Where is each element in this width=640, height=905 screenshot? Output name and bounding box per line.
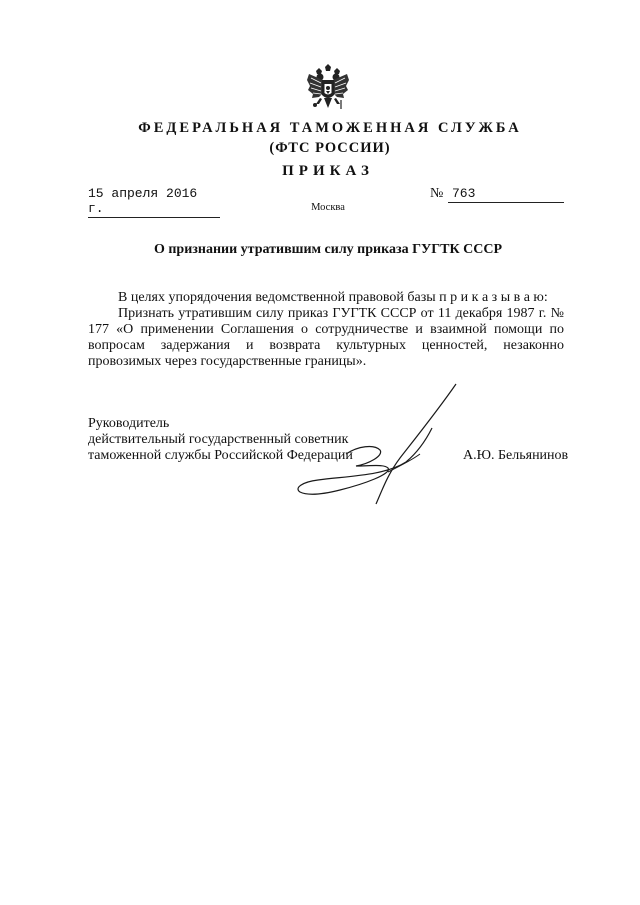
order-number-label: №: [430, 186, 444, 201]
signer-position-line1: Руководитель: [88, 416, 170, 431]
agency-abbreviation: (ФТС РОССИИ): [269, 140, 391, 156]
handwritten-signature: [288, 380, 468, 510]
order-paragraph: Признать утратившим силу приказ ГУГТК СССР от 11 декабря 1987 г. № 177 «О применении Соглашения о сотрудничестве и взаимной помощи по вопросам задержания и возврата культурных ценностей, незаконно провозимых через государственные границы».: [88, 306, 564, 369]
document-type: ПРИКАЗ: [282, 163, 374, 179]
order-date: 15 апреля 2016 г.: [88, 186, 220, 218]
agency-name: ФЕДЕРАЛЬНАЯ ТАМОЖЕННАЯ СЛУЖБА: [138, 120, 522, 136]
signer-name: А.Ю. Бельянинов: [463, 448, 569, 463]
signer-position-line3: таможенной службы Российской Федерации: [88, 448, 353, 463]
order-number: 763: [448, 186, 564, 203]
document-title: О признании утратившим силу приказа ГУГТК СССР: [153, 242, 503, 257]
preamble-paragraph: В целях упорядочения ведомственной правовой базы п р и к а з ы в а ю:: [118, 290, 548, 305]
city: Москва: [311, 202, 345, 213]
russian-coat-of-arms-icon: [305, 64, 351, 112]
signer-position-line2: действительный государственный советник: [88, 432, 349, 447]
